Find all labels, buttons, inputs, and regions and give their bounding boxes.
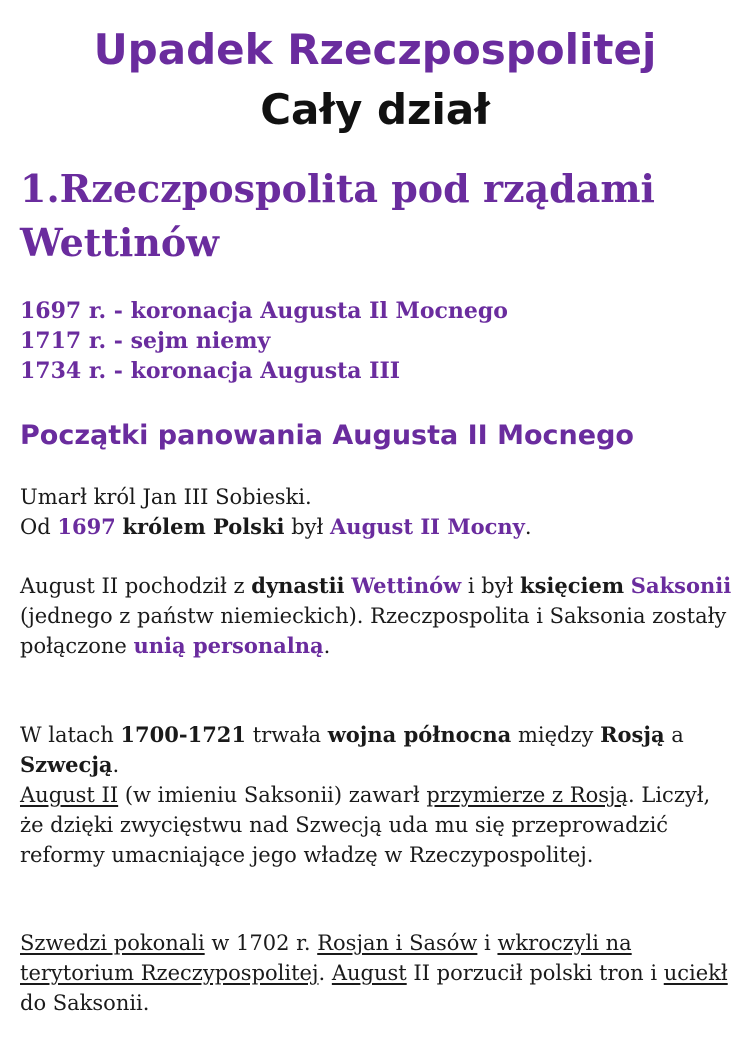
date-item: 1697 r. - koronacja Augusta Il Mocnego <box>20 298 508 324</box>
bold-term: królem Polski <box>122 514 285 539</box>
underlined-term: uciekł <box>663 961 728 985</box>
bold-term: Szwecją <box>20 752 113 777</box>
paragraph-3 <box>20 720 735 870</box>
section-title: 1.Rzeczpospolita pod rządami Wettinów <box>20 166 655 265</box>
text: w 1702 r. <box>204 931 318 955</box>
highlight-term: Saksonii <box>630 573 732 598</box>
underlined-term: August <box>331 961 407 985</box>
date-item: 1717 r. - sejm niemy <box>20 328 271 354</box>
text: . <box>112 753 120 777</box>
bold-term: dynastii <box>251 573 345 598</box>
highlight-year: 1697 <box>57 514 116 539</box>
paragraph-4 <box>20 928 735 1018</box>
subsection-title: Początki panowania Augusta II Mocnego <box>20 420 634 451</box>
text: II porzucił polski tron i <box>406 961 664 985</box>
text: a <box>664 723 684 747</box>
text: był <box>284 515 331 539</box>
text: trwała <box>246 723 328 747</box>
text: Umarł król Jan III Sobieski. <box>20 485 312 509</box>
text: . <box>323 634 331 658</box>
highlight-term: unią personalną <box>133 633 324 658</box>
paragraph-1 <box>20 482 735 542</box>
text: (jednego z państw niemieckich). Rzeczpospolita i Saksonia zostały połączone <box>20 604 727 658</box>
text <box>624 574 631 598</box>
bold-term: 1700-1721 <box>120 722 247 747</box>
underlined-term: August II <box>20 783 119 807</box>
date-item: 1734 r. - koronacja Augusta III <box>20 358 401 384</box>
highlight-name: August II Mocny <box>330 514 525 539</box>
underlined-term: przymierze z Rosją <box>426 783 629 807</box>
text: . <box>524 515 532 539</box>
underlined-term: Szwedzi pokonali <box>20 931 205 955</box>
highlight-term: Wettinów <box>351 573 462 598</box>
text: . <box>318 961 332 985</box>
underlined-term: wkroczyli na terytorium Rzeczypospolitej <box>20 931 632 985</box>
bold-term: wojna północna <box>327 722 512 747</box>
bold-term: księciem <box>520 573 625 598</box>
paragraph-2 <box>20 571 735 661</box>
document-title: Upadek Rzeczpospolitej <box>93 25 657 74</box>
text: między <box>511 723 601 747</box>
text: i był <box>461 574 521 598</box>
text: August II pochodził z <box>20 574 252 598</box>
text: W latach <box>20 723 121 747</box>
text: (w imieniu Saksonii) zawarł <box>118 783 427 807</box>
text: . Liczył, że dzięki zwycięstwu nad Szwecją uda mu się przeprowadzić reformy umacniające jego władzę w Rzeczypospolitej. <box>20 783 711 867</box>
text: Od <box>20 515 58 539</box>
key-dates-list <box>20 296 508 386</box>
text: do Saksonii. <box>20 991 150 1015</box>
document-subtitle: Cały dział <box>260 85 490 134</box>
bold-term: Rosją <box>600 722 665 747</box>
underlined-term: Rosjan i Sasów <box>317 931 478 955</box>
text: i <box>477 931 498 955</box>
